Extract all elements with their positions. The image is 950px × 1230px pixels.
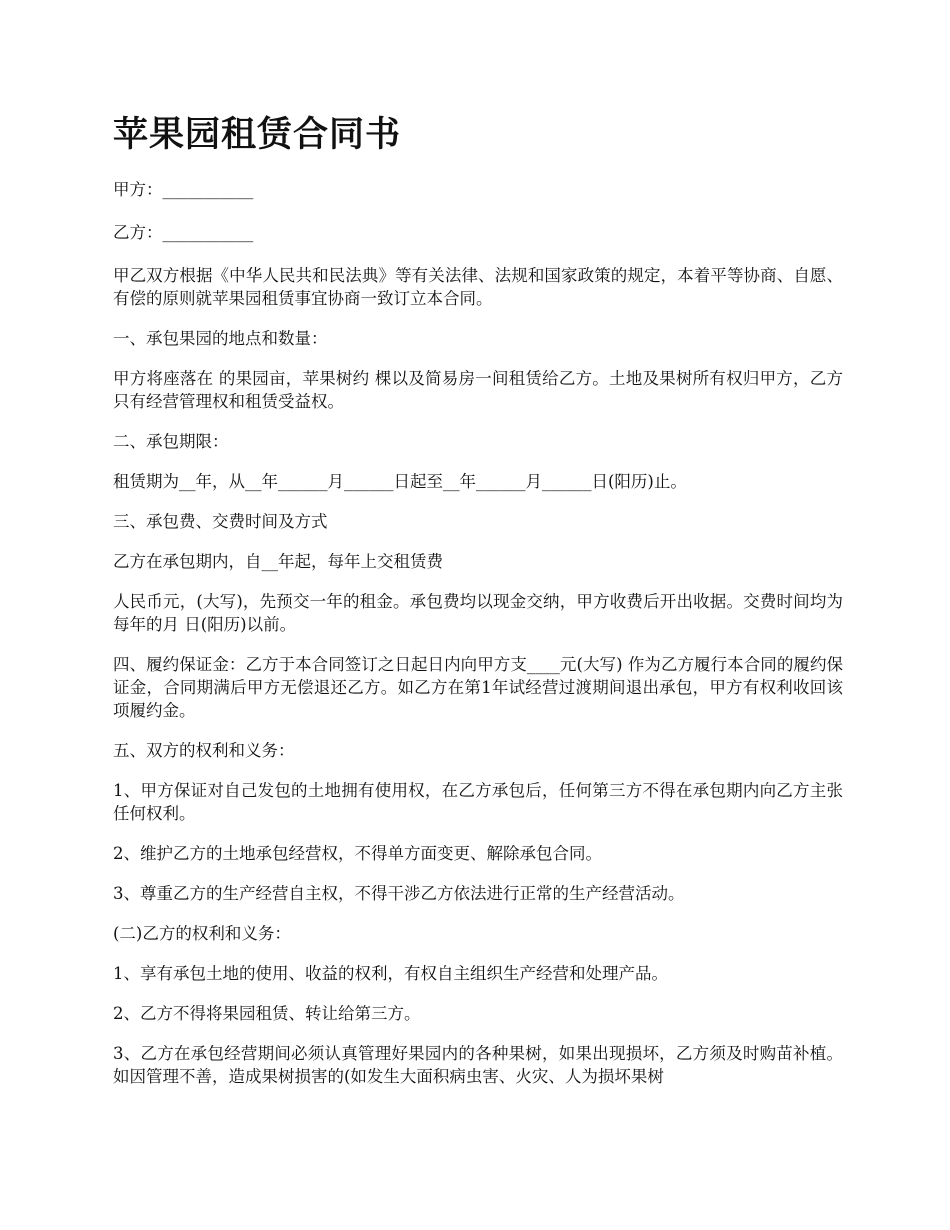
document-title: 苹果园租赁合同书 <box>113 115 402 155</box>
list-item-b3: 3、乙方在承包经营期间必须认真管理好果园内的各种果树，如果出现损坏，乙方须及时购苗补植。如因管理不善，造成果树损害的(如发生大面积病虫害、火灾、人为损坏果树 <box>113 1044 843 1086</box>
list-item-a1: 1、甲方保证对自己发包的土地拥有使用权，在乙方承包后，任何第三方不得在承包期内向乙方主张任何权利。 <box>113 781 843 823</box>
section-heading-rights: 五、双方的权利和义务： <box>113 741 295 760</box>
paragraph-fees-start: 乙方在承包期内，自__年起，每年上交租赁费 <box>113 552 443 571</box>
list-item-a2: 2、维护乙方的土地承包经营权，不得单方面变更、解除承包合同。 <box>113 844 602 863</box>
paragraph-deposit: 四、履约保证金：乙方于本合同签订之日起日内向甲方支____元(大写) 作为乙方履行本合同的履约保证金，合同期满后甲方无偿退还乙方。如乙方在第1年试经营过渡期间退出承包，甲方有权利收回该项履约金。 <box>113 655 843 720</box>
paragraph-preamble: 甲乙双方根据《中华人民共和民法典》等有关法律、法规和国家政策的规定，本着平等协商、自愿、有偿的原则就苹果园租赁事宜协商一致订立本合同。 <box>113 266 843 308</box>
paragraph-location: 甲方将座落在 的果园亩，苹果树约 棵以及简易房一间租赁给乙方。土地及果树所有权归甲方，乙方只有经营管理权和租赁受益权。 <box>113 369 843 411</box>
section-heading-term: 二、承包期限： <box>113 432 229 451</box>
section-heading-fees: 三、承包费、交费时间及方式 <box>113 512 328 531</box>
subsection-heading-party-b: (二)乙方的权利和义务： <box>113 924 291 943</box>
document-page <box>113 110 843 1105</box>
section-heading-location: 一、承包果园的地点和数量： <box>113 329 328 348</box>
paragraph-fees-detail: 人民币元，(大写)，先预交一年的租金。承包费均以现金交纳，甲方收费后开出收据。交费时间均为每年的月 日(阳历)以前。 <box>113 592 843 634</box>
party-b-line: 乙方：___________ <box>113 223 254 242</box>
list-item-b2: 2、乙方不得将果园租赁、转让给第三方。 <box>113 1004 421 1023</box>
list-item-b1: 1、享有承包土地的使用、收益的权利，有权自主组织生产经营和处理产品。 <box>113 964 668 983</box>
paragraph-term: 租赁期为__年，从__年______月______日起至__年______月______日(阳历)止。 <box>113 472 687 491</box>
list-item-a3: 3、尊重乙方的生产经营自主权，不得干涉乙方依法进行正常的生产经营活动。 <box>113 884 685 903</box>
party-a-line: 甲方：___________ <box>113 180 254 199</box>
